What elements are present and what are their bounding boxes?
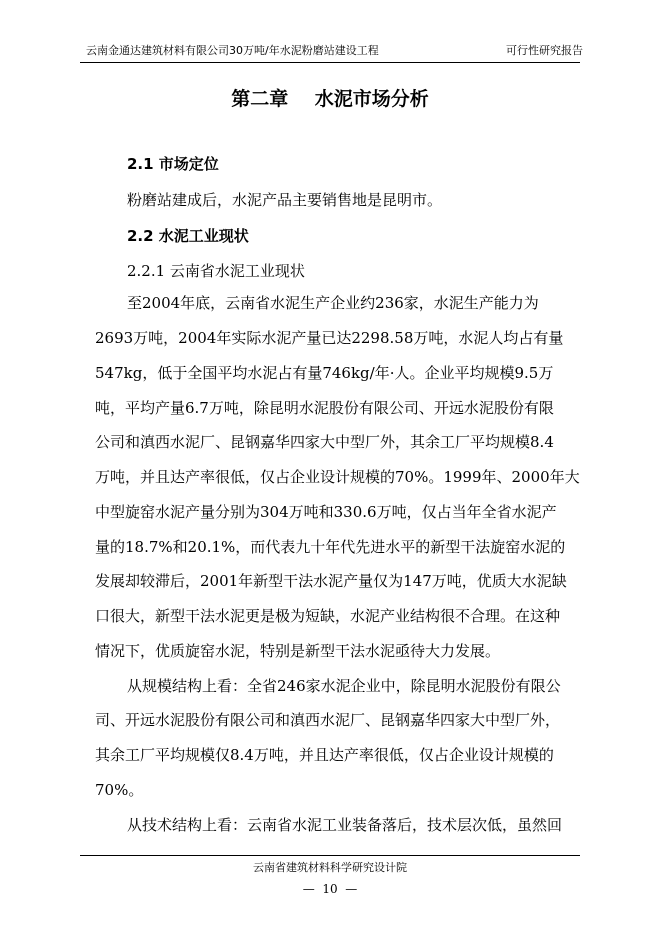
section-heading-2-1: 2.1 市场定位 — [127, 155, 219, 173]
paragraph-1-line: 万吨，并且达产率很低，仅占企业设计规模的70%。1999年、2000年大 — [95, 468, 580, 486]
paragraph-2-line: 司、开远水泥股份有限公司和滇西水泥厂、昆钢嘉华四家大中型厂外， — [95, 711, 561, 729]
footer-divider — [80, 855, 580, 856]
paragraph-2-line: 70%。 — [95, 781, 144, 799]
paragraph-2-line: 从规模结构上看：全省246家水泥企业中，除昆明水泥股份有限公 — [127, 677, 561, 695]
paragraph-1-line: 口很大，新型干法水泥更是极为短缺，水泥产业结构很不合理。在这种 — [95, 607, 561, 625]
header-right-title: 可行性研究报告 — [506, 44, 583, 57]
paragraph-1-line: 量的18.7%和20.1%，而代表九十年代先进水平的新型干法旋窑水泥的 — [95, 538, 566, 556]
paragraph-2-line: 其余工厂平均规模仅8.4万吨，并且达产率很低，仅占企业设计规模的 — [95, 746, 554, 764]
paragraph-3-line: 从技术结构上看：云南省水泥工业装备落后，技术层次低，虽然回 — [127, 816, 563, 834]
paragraph-1-line: 2693万吨，2004年实际水泥产量已达2298.58万吨，水泥人均占有量 — [95, 329, 564, 347]
footer-organization: 云南省建筑材料科学研究设计院 — [253, 861, 407, 874]
paragraph-1-line: 公司和滇西水泥厂、昆钢嘉华四家大中型厂外，其余工厂平均规模8.4 — [95, 433, 554, 451]
paragraph-1-line: 547kg，低于全国平均水泥占有量746kg/年·人。企业平均规模9.5万 — [95, 364, 554, 382]
paragraph-1-line: 吨，平均产量6.7万吨，除昆明水泥股份有限公司、开远水泥股份有限 — [95, 399, 554, 417]
paragraph-1-line: 情况下，优质旋窑水泥，特别是新型干法水泥亟待大力发展。 — [95, 642, 501, 660]
section-2-1-text: 粉磨站建成后，水泥产品主要销售地是昆明市。 — [127, 191, 443, 209]
subsection-heading-2-2-1: 2.2.1 云南省水泥工业现状 — [127, 262, 305, 280]
header-divider — [80, 62, 580, 63]
page-number: — 10 — — [302, 882, 358, 896]
header-left-title: 云南金通达建筑材料有限公司30万吨/年水泥粉磨站建设工程 — [86, 44, 379, 57]
section-heading-2-2: 2.2 水泥工业现状 — [127, 227, 249, 245]
paragraph-1-line: 中型旋窑水泥产量分别为304万吨和330.6万吨，仅占当年全省水泥产 — [95, 503, 557, 521]
paragraph-1-line: 至2004年底，云南省水泥生产企业约236家，水泥生产能力为 — [127, 294, 539, 312]
paragraph-1-line: 发展却较滞后，2001年新型干法水泥产量仅为147万吨，优质大水泥缺 — [95, 572, 567, 590]
chapter-title: 第二章 水泥市场分析 — [231, 88, 429, 110]
